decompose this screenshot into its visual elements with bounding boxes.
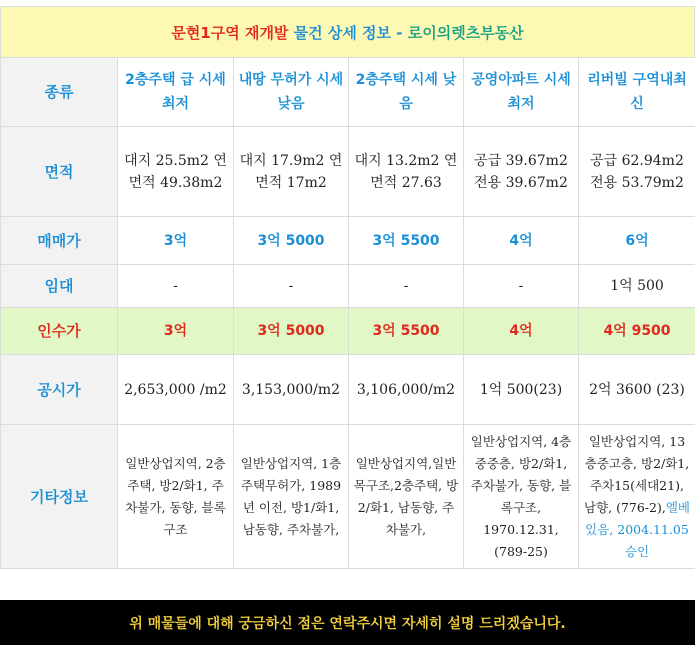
area-cell: 대지 13.2m2 연면적 27.63 xyxy=(349,127,464,217)
sale-price-cell: 3억 xyxy=(118,217,234,265)
table-row-type xyxy=(1,58,695,127)
title-part-2: 물건 상세 정보 - xyxy=(293,23,403,42)
area-cell: 대지 17.9m2 연면적 17m2 xyxy=(234,127,349,217)
other-info-cell: 일반상업지역, 4층중중층, 방2/화1, 주차불가, 동향, 블록구조, 1970.12.31,(789-25) xyxy=(464,425,579,569)
table-row-takeover xyxy=(1,308,695,355)
table-row-rent xyxy=(1,265,695,308)
row-label-type: 종류 xyxy=(1,58,118,127)
takeover-cell: 4억 9500 xyxy=(579,308,695,355)
rent-cell: - xyxy=(464,265,579,308)
row-label-sale-price: 매매가 xyxy=(1,217,118,265)
type-cell: 2층주택 시세 낮음 xyxy=(349,58,464,127)
row-label-area: 면적 xyxy=(1,127,118,217)
sale-price-cell: 6억 xyxy=(579,217,695,265)
table-row-official-price xyxy=(1,355,695,425)
rent-cell: - xyxy=(118,265,234,308)
other-info-cell xyxy=(579,425,695,569)
area-cell: 대지 25.5m2 연면적 49.38m2 xyxy=(118,127,234,217)
sale-price-cell: 4억 xyxy=(464,217,579,265)
other-info-cell: 일반상업지역, 2층주택, 방2/화1, 주차불가, 동향, 블록구조 xyxy=(118,425,234,569)
area-cell: 공급 39.67m2 전용 39.67m2 xyxy=(464,127,579,217)
type-cell: 리버빌 구역내최신 xyxy=(579,58,695,127)
footer-notice xyxy=(0,600,695,645)
other-info-cell: 일반상업지역,일반목구조,2층주택, 방2/화1, 남동향, 주차불가, xyxy=(349,425,464,569)
takeover-cell: 3억 xyxy=(118,308,234,355)
sale-price-cell: 3억 5000 xyxy=(234,217,349,265)
other-info-cell: 일반상업지역, 1층주택무허가, 1989년 이전, 방1/화1, 남동향, 주차불가, xyxy=(234,425,349,569)
title-part-1: 문현1구역 재개발 xyxy=(171,23,289,42)
official-price-cell: 2억 3600 (23) xyxy=(579,355,695,425)
official-price-cell: 2,653,000 /m2 xyxy=(118,355,234,425)
rent-cell: 1억 500 xyxy=(579,265,695,308)
type-cell: 내땅 무허가 시세 낮음 xyxy=(234,58,349,127)
other-info-text: 일반상업지역, 13층중고층, 방2/화1, 주차15(세대21), 남향, (776-2), xyxy=(583,433,690,515)
table-row-other xyxy=(1,425,695,569)
page-title xyxy=(0,6,695,58)
row-label-rent: 임대 xyxy=(1,265,118,308)
footer-text: 위 매물들에 대해 궁금하신 점은 연락주시면 자세히 설명 드리겠습니다. xyxy=(129,615,566,632)
title-part-3: 로이의렛츠부동산 xyxy=(407,23,524,42)
table-row-sale-price xyxy=(1,217,695,265)
area-cell: 공급 62.94m2 전용 53.79m2 xyxy=(579,127,695,217)
rent-cell: - xyxy=(349,265,464,308)
type-cell: 공영아파트 시세 최저 xyxy=(464,58,579,127)
row-label-other: 기타정보 xyxy=(1,425,118,569)
row-label-official-price: 공시가 xyxy=(1,355,118,425)
sale-price-cell: 3억 5500 xyxy=(349,217,464,265)
type-cell: 2층주택 급 시세 최저 xyxy=(118,58,234,127)
takeover-cell: 3억 5500 xyxy=(349,308,464,355)
official-price-cell: 3,153,000/m2 xyxy=(234,355,349,425)
takeover-cell: 3억 5000 xyxy=(234,308,349,355)
official-price-cell: 3,106,000/m2 xyxy=(349,355,464,425)
table-row-area xyxy=(1,127,695,217)
property-table xyxy=(0,57,695,569)
rent-cell: - xyxy=(234,265,349,308)
row-label-takeover: 인수가 xyxy=(1,308,118,355)
other-info-highlight: 엘베있음, 2004.11.05승인 xyxy=(585,499,690,559)
official-price-cell: 1억 500(23) xyxy=(464,355,579,425)
takeover-cell: 4억 xyxy=(464,308,579,355)
